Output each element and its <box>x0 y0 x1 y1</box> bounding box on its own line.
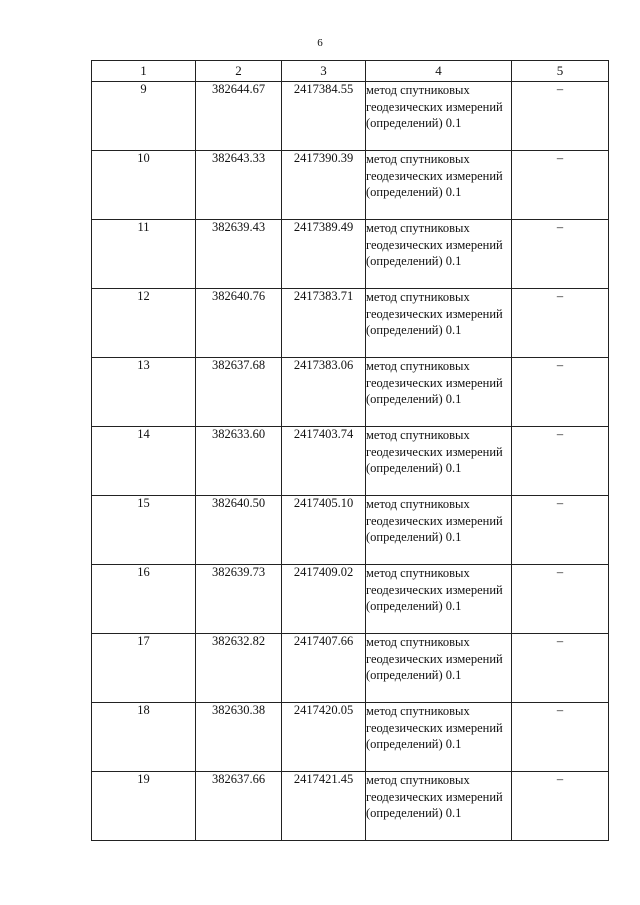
method-cell: метод спутниковых геодезических измерений (определений) 0.1 <box>366 565 512 634</box>
method-cell: метод спутниковых геодезических измерений (определений) 0.1 <box>366 427 512 496</box>
x-coordinate-cell: 382640.76 <box>196 289 282 358</box>
table-row <box>92 772 609 841</box>
note-cell: – <box>512 289 609 358</box>
table-row <box>92 358 609 427</box>
point-number-cell: 13 <box>92 358 196 427</box>
point-number-cell: 14 <box>92 427 196 496</box>
page-number: 6 <box>317 37 323 49</box>
header-col-2: 2 <box>196 61 282 82</box>
y-coordinate-cell: 2417409.02 <box>282 565 366 634</box>
y-coordinate-cell: 2417421.45 <box>282 772 366 841</box>
point-number-cell: 16 <box>92 565 196 634</box>
point-number-cell: 17 <box>92 634 196 703</box>
x-coordinate-cell: 382640.50 <box>196 496 282 565</box>
point-number-cell: 12 <box>92 289 196 358</box>
x-coordinate-cell: 382632.82 <box>196 634 282 703</box>
note-cell: – <box>512 634 609 703</box>
table-row <box>92 565 609 634</box>
y-coordinate-cell: 2417405.10 <box>282 496 366 565</box>
x-coordinate-cell: 382644.67 <box>196 82 282 151</box>
note-cell: – <box>512 565 609 634</box>
method-cell: метод спутниковых геодезических измерений (определений) 0.1 <box>366 772 512 841</box>
y-coordinate-cell: 2417407.66 <box>282 634 366 703</box>
method-cell: метод спутниковых геодезических измерений (определений) 0.1 <box>366 289 512 358</box>
method-cell: метод спутниковых геодезических измерений (определений) 0.1 <box>366 82 512 151</box>
table-row <box>92 151 609 220</box>
header-row <box>92 61 609 82</box>
y-coordinate-cell: 2417420.05 <box>282 703 366 772</box>
header-col-1: 1 <box>92 61 196 82</box>
y-coordinate-cell: 2417389.49 <box>282 220 366 289</box>
coordinates-table <box>91 60 609 841</box>
y-coordinate-cell: 2417383.71 <box>282 289 366 358</box>
x-coordinate-cell: 382637.66 <box>196 772 282 841</box>
header-col-3: 3 <box>282 61 366 82</box>
note-cell: – <box>512 358 609 427</box>
x-coordinate-cell: 382639.73 <box>196 565 282 634</box>
x-coordinate-cell: 382639.43 <box>196 220 282 289</box>
table-row <box>92 82 609 151</box>
y-coordinate-cell: 2417384.55 <box>282 82 366 151</box>
note-cell: – <box>512 220 609 289</box>
table-row <box>92 496 609 565</box>
note-cell: – <box>512 703 609 772</box>
note-cell: – <box>512 82 609 151</box>
point-number-cell: 15 <box>92 496 196 565</box>
point-number-cell: 19 <box>92 772 196 841</box>
table-body <box>92 82 609 841</box>
note-cell: – <box>512 151 609 220</box>
point-number-cell: 9 <box>92 82 196 151</box>
method-cell: метод спутниковых геодезических измерений (определений) 0.1 <box>366 496 512 565</box>
y-coordinate-cell: 2417383.06 <box>282 358 366 427</box>
method-cell: метод спутниковых геодезических измерений (определений) 0.1 <box>366 358 512 427</box>
y-coordinate-cell: 2417390.39 <box>282 151 366 220</box>
x-coordinate-cell: 382633.60 <box>196 427 282 496</box>
table-row <box>92 634 609 703</box>
point-number-cell: 10 <box>92 151 196 220</box>
method-cell: метод спутниковых геодезических измерений (определений) 0.1 <box>366 220 512 289</box>
x-coordinate-cell: 382637.68 <box>196 358 282 427</box>
table-row <box>92 427 609 496</box>
method-cell: метод спутниковых геодезических измерений (определений) 0.1 <box>366 703 512 772</box>
point-number-cell: 11 <box>92 220 196 289</box>
method-cell: метод спутниковых геодезических измерений (определений) 0.1 <box>366 634 512 703</box>
table-row <box>92 703 609 772</box>
x-coordinate-cell: 382643.33 <box>196 151 282 220</box>
note-cell: – <box>512 427 609 496</box>
header-col-4: 4 <box>366 61 512 82</box>
header-col-5: 5 <box>512 61 609 82</box>
note-cell: – <box>512 772 609 841</box>
table-row <box>92 220 609 289</box>
point-number-cell: 18 <box>92 703 196 772</box>
y-coordinate-cell: 2417403.74 <box>282 427 366 496</box>
method-cell: метод спутниковых геодезических измерений (определений) 0.1 <box>366 151 512 220</box>
note-cell: – <box>512 496 609 565</box>
table-row <box>92 289 609 358</box>
x-coordinate-cell: 382630.38 <box>196 703 282 772</box>
